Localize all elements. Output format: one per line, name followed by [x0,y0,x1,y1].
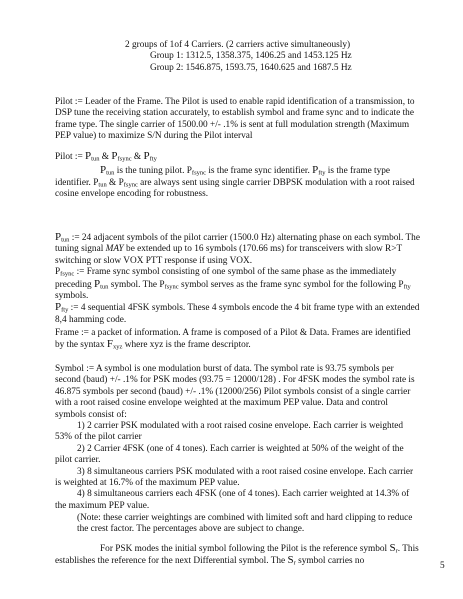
list-item: 1) 2 carrier PSK modulated with a root raised cosine envelope. Each carrier is weighted 53% of the pilot carrier [55,421,404,443]
intro-line-3: Group 2: 1546.875, 1593.75, 1640.625 and 1687.5 Hz [150,62,352,73]
list-item: 3) 8 simultaneous carriers PSK modulated with a root raised cosine envelope. Each carrier is weighted at 16.7% of the maximum PEP value. [55,466,414,489]
page-number: 5 [440,561,445,571]
symbol-definition: Symbol := A symbol is one modulation burst of data. The symbol rate is 93.75 symbols per second (baud) +/- .1% for PSK modes (93.75 = 12000/128) . For 4FSK modes the symbol rate is 46.875 symbols per second (baud) +/- .1% (12000/256) Pilot symbols consist of a single carrier with a root raised cosine envelope weighted at the maximum PEP value. Data and control symbols consist of: [55,364,415,420]
ptun-definition: $P_{tun}$ := 24 adjacent symbols of the pilot carrier (1500.0 Hz) alternating phase on each symbol. The tuning signal MAY be extended up to 16 symbols (170.66 ms) for transceivers with slow R>T switching or slow VOX PTT response if using VOX. [55,231,420,266]
intro-block [55,40,420,74]
frame-definition: Frame := a packet of information. A frame is composed of a Pilot & Data. Frames are identified by the syntax $F_{xyz}$ where xyz is the frame descriptor. [55,328,411,351]
psk-paragraph: For PSK modes the initial symbol following the Pilot is the reference symbol $S_r$. This establishes the reference for the next Differential symbol. The $S_r$ symbol carries no [55,542,419,567]
symbol-list [55,421,420,512]
pilot-definition: Pilot := Leader of the Frame. The Pilot is used to enable rapid identification of a transmission, to DSP tune the receiving station accurately, to establish symbol and frame sync and to indicate the frame type. The single carrier of 1500.00 +/- .1% is sent at full modulation strength (Maximum PEP value) to maximize S/N during the Pilot interval [55,97,415,142]
ptun-block [55,232,420,326]
list-item: 4) 8 simultaneous carriers each 4FSK (one of 4 tones). Each carrier weighted at 14.3% of the maximum PEP value. [55,489,410,511]
pfty-definition: $P_{fty}$ := 4 sequential 4FSK symbols. These 4 symbols encode the 4 bit frame type with an extended 8,4 hamming code. [55,301,420,325]
list-item: 2) 2 Carrier 4FSK (one of 4 tones). Each carrier is weighted at 50% of the weight of the pilot carrier. [55,443,404,466]
pilot-formula-description: $P_{tun}$ is the tuning pilot. $P_{fsync}$ is the frame sync identifier. $P_{fty}$ is the frame type identifier. $P_{tun}$ & $P_{fsync}$ are always sent using single carrier DBPSK modulation with a root raised cosine envelope encoding for robustness. [55,164,415,200]
pfsync-definition: $P_{fsync}$ := Frame sync symbol consisting of one symbol of the same phase as the immediately preceding $P_{tun}$ symbol. The $P_{fsync}$ symbol serves as the frame sync symbol for the following $P_{fty}$ symbols. [55,267,411,302]
intro-line-1: 2 groups of 1of 4 Carriers. (2 carriers active simultaneously) [125,40,351,50]
intro-line-2: Group 1: 1312.5, 1358.375, 1406.25 and 1453.125 Hz [150,51,352,62]
pilot-formula-block: Pilot := $P_{tun}$ & $P_{fsync}$ & $P_{fty}$ $P_{tun}$ is the tuning pilot. $P_{fsync}$ is the frame sync identifier. $P_{fty}$ is the frame type identifier. $P_{tun}$ & $P_{fsync}$ are always sent using single carrier DBPSK modulation with a root raised cosine envelope encoding for robustness. [55,151,420,201]
note-paragraph: (Note: these carrier weightings are combined with limited soft and hard clipping to reduce the crest factor. The percentages above are subject to change. [77,513,413,535]
